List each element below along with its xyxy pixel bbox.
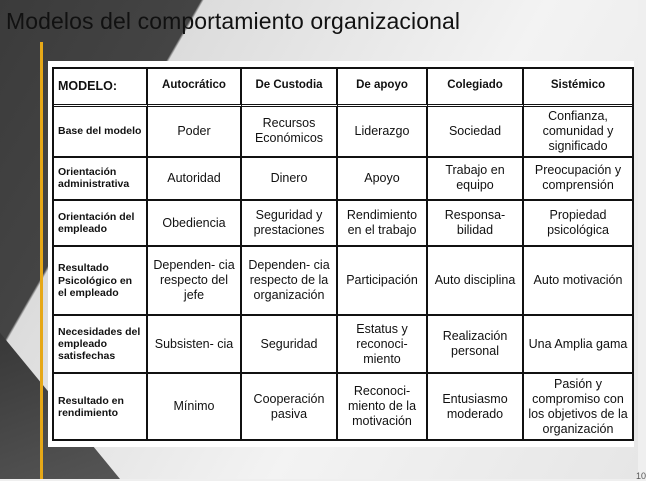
header-cell-modelo: MODELO: [54,69,148,107]
table-cell: Dependen- cia respecto de la organización [242,247,338,316]
table-cell: Pasión y compromiso con los objetivos de la organización [528,376,628,436]
row-label: Base del modelo [54,107,148,158]
row-label: Resultado Psicológico en el empleado [54,247,148,316]
table-cell: Apoyo [338,158,428,202]
table-cell: Una Amplia gama [524,316,632,374]
table-cell: Dependen- cia respecto del jefe [148,247,242,316]
table-cell: Liderazgo [338,107,428,158]
table-cell: Dinero [242,158,338,202]
row-label: Orientación del empleado [54,201,148,247]
table-cell: Auto disciplina [428,247,524,316]
table-cell: Poder [148,107,242,158]
table-row [54,107,632,158]
table-cell: Subsisten- cia [148,316,242,374]
table-cell: Obediencia [148,201,242,247]
table-cell: Preocupación y comprensión [524,158,632,202]
table-cell: Recursos Económicos [242,107,338,158]
table-header-row [54,69,632,107]
table-cell: Rendimiento en el trabajo [338,201,428,247]
header-cell-autocratico: Autocrático [148,69,242,107]
header-cell-colegiado: Colegiado [428,69,524,107]
header-cell-custodia: De Custodia [242,69,338,107]
table-cell: Sociedad [428,107,524,158]
table-cell: Entusiasmo moderado [428,374,524,439]
page-number: 10 [636,471,646,481]
table-cell: Auto motivación [524,247,632,316]
table-cell: Mínimo [148,374,242,439]
table-cell: Propiedad psicológica [524,201,632,247]
header-cell-sistemico: Sistémico [524,69,632,107]
table-row [54,316,632,374]
table-row [54,201,632,247]
table-row [54,374,632,439]
models-table [52,67,634,441]
table-row [54,247,632,316]
table-cell: Responsa- bilidad [428,201,524,247]
table-image-frame [48,61,646,481]
slide-title: Modelos del comportamiento organizacional [6,8,461,34]
table-cell: Participación [338,247,428,316]
table-cell: Autoridad [148,158,242,202]
accent-line [40,42,43,479]
table-cell: Realización personal [428,316,524,374]
row-label: Orientación administrativa [54,158,148,202]
table-cell: Seguridad y prestaciones [242,201,338,247]
table-cell: Seguridad [242,316,338,374]
table-cell: Estatus y reconoci- miento [338,316,428,374]
row-label: Resultado en rendimiento [54,374,148,439]
header-cell-apoyo: De apoyo [338,69,428,107]
table-cell: Trabajo en equipo [428,158,524,202]
table-row [54,158,632,202]
table-cell: Reconoci- miento de la motivación [338,374,428,439]
row-label: Necesidades del empleado satisfechas [54,316,148,374]
table-cell: Cooperación pasiva [242,374,338,439]
table-body [54,69,632,439]
table-cell: Confianza, comunidad y significado [524,107,632,158]
